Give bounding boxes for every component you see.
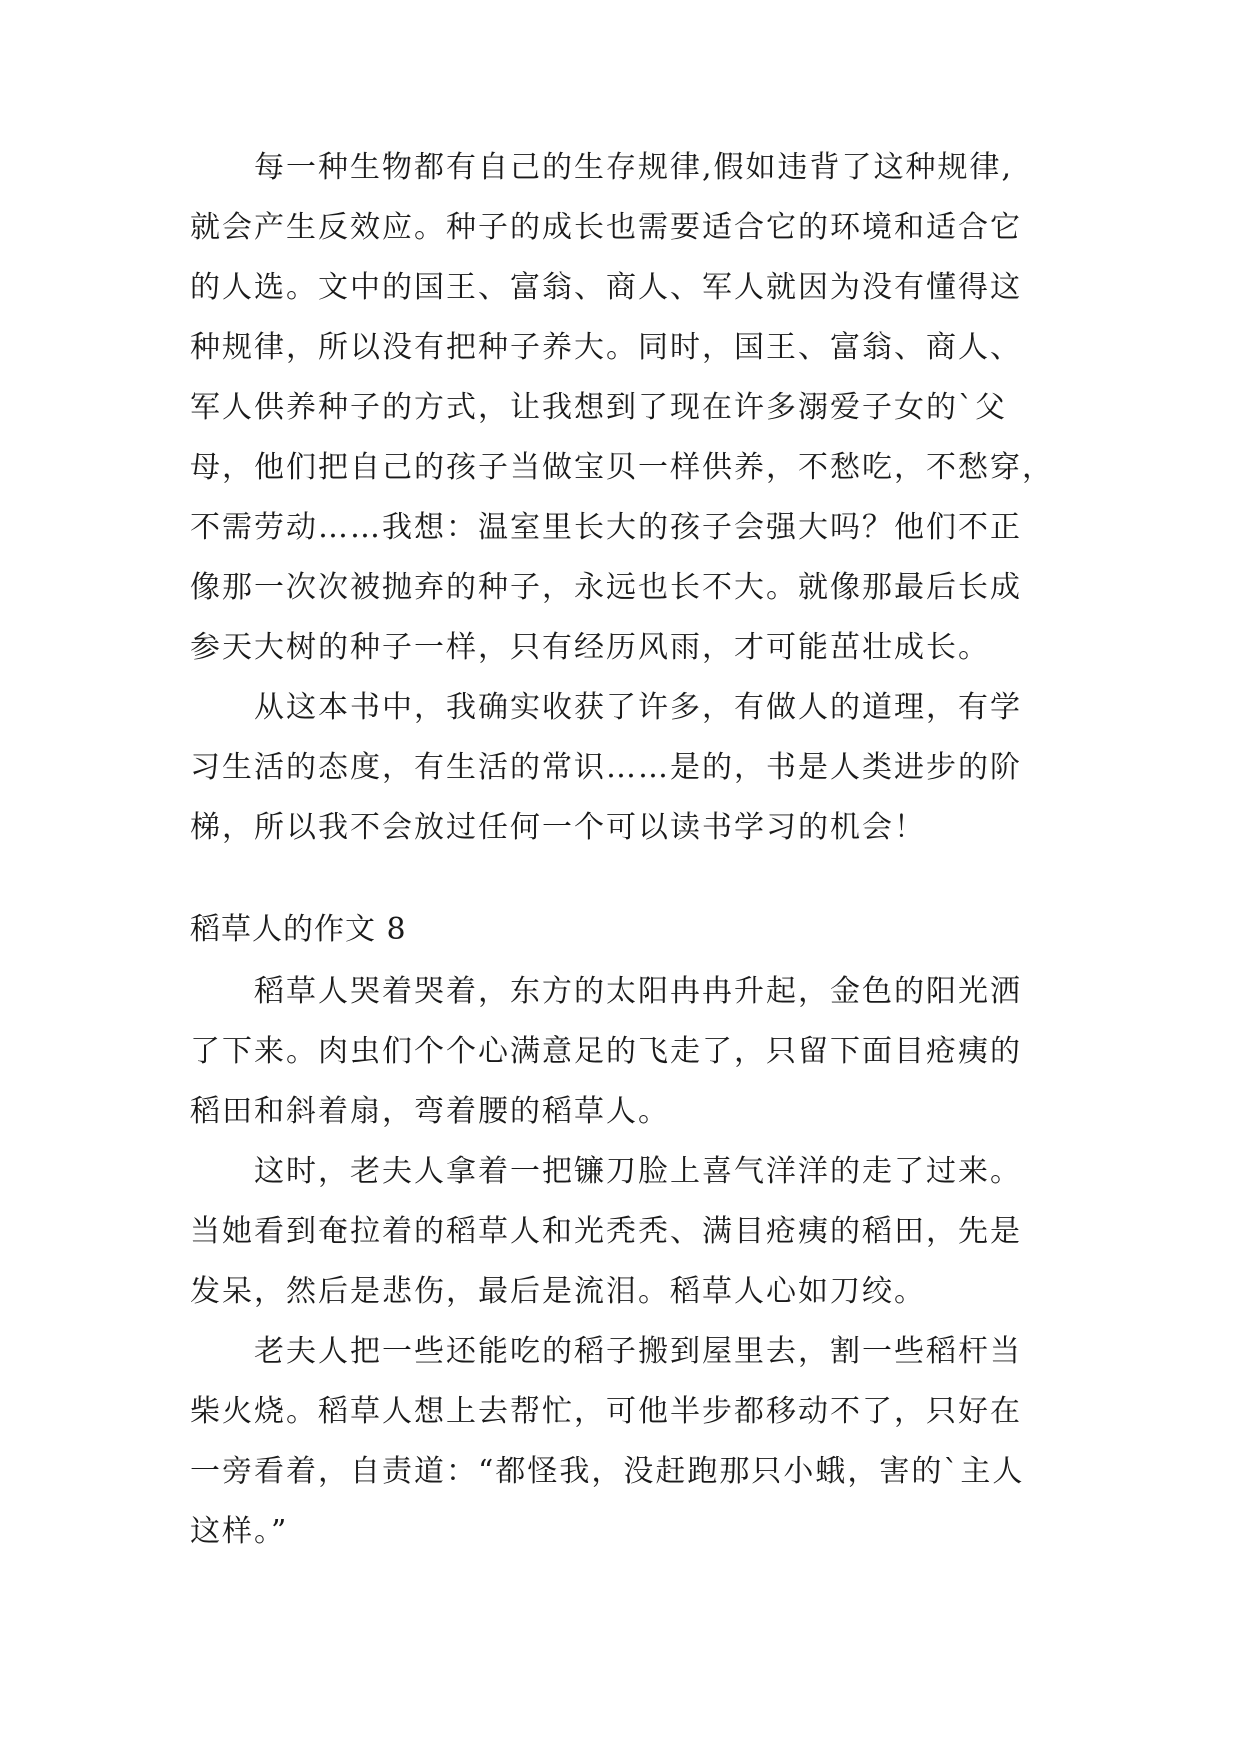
text-line: 老夫人把一些还能吃的稻子搬到屋里去，割一些稻杆当	[254, 1334, 1022, 1369]
text-line: 一旁看着，自责道：“都怪我，没赶跑那只小蛾，害的`主人	[190, 1454, 1025, 1489]
section-title: 稻草人的作文 8	[190, 912, 407, 947]
text-line: 柴火烧。稻草人想上去帮忙，可他半步都移动不了，只好在	[190, 1394, 1022, 1429]
text-line: 习生活的态度，有生活的常识……是的，书是人类进步的阶	[190, 750, 1022, 785]
text-line: 当她看到奄拉着的稻草人和光秃秃、满目疮痍的稻田，先是	[190, 1214, 1022, 1249]
text-line: 参天大树的种子一样，只有经历风雨，才可能茁壮成长。	[190, 630, 990, 665]
text-line: 像那一次次被抛弃的种子，永远也长不大。就像那最后长成	[190, 570, 1022, 605]
text-line: 这时，老夫人拿着一把镰刀脸上喜气洋洋的走了过来。	[254, 1154, 1022, 1189]
section-heading	[190, 900, 1090, 960]
paragraph-scarecrow-regret	[190, 1322, 1090, 1562]
text-line: 这样。”	[190, 1514, 289, 1549]
text-line: 不需劳动……我想：温室里长大的孩子会强大吗？他们不正	[190, 510, 1022, 545]
text-line: 母，他们把自己的孩子当做宝贝一样供养，不愁吃，不愁穿，	[190, 450, 1054, 485]
text-line: 每一种生物都有自己的生存规律,假如违背了这种规律,	[254, 150, 1014, 185]
paragraph-seed-rules	[190, 138, 1090, 678]
text-line: 的人选。文中的国王、富翁、商人、军人就因为没有懂得这	[190, 270, 1022, 305]
text-line: 军人供养种子的方式，让我想到了现在许多溺爱子女的`父	[190, 390, 1007, 425]
text-line: 稻田和斜着扇，弯着腰的稻草人。	[190, 1094, 670, 1129]
text-line: 从这本书中，我确实收获了许多，有做人的道理，有学	[254, 690, 1022, 725]
text-line: 发呆，然后是悲伤，最后是流泪。稻草人心如刀绞。	[190, 1274, 926, 1309]
text-line: 就会产生反效应。种子的成长也需要适合它的环境和适合它	[190, 210, 1022, 245]
text-line: 梯，所以我不会放过任何一个可以读书学习的机会！	[190, 810, 926, 845]
text-line: 稻草人哭着哭着，东方的太阳冉冉升起，金色的阳光洒	[254, 974, 1022, 1009]
paragraph-old-lady-arrives	[190, 1142, 1090, 1322]
text-line: 了下来。肉虫们个个心满意足的飞走了，只留下面目疮痍的	[190, 1034, 1022, 1069]
paragraph-scarecrow-crying	[190, 962, 1090, 1142]
text-line: 种规律，所以没有把种子养大。同时，国王、富翁、商人、	[190, 330, 1022, 365]
paragraph-book-gains	[190, 678, 1090, 858]
